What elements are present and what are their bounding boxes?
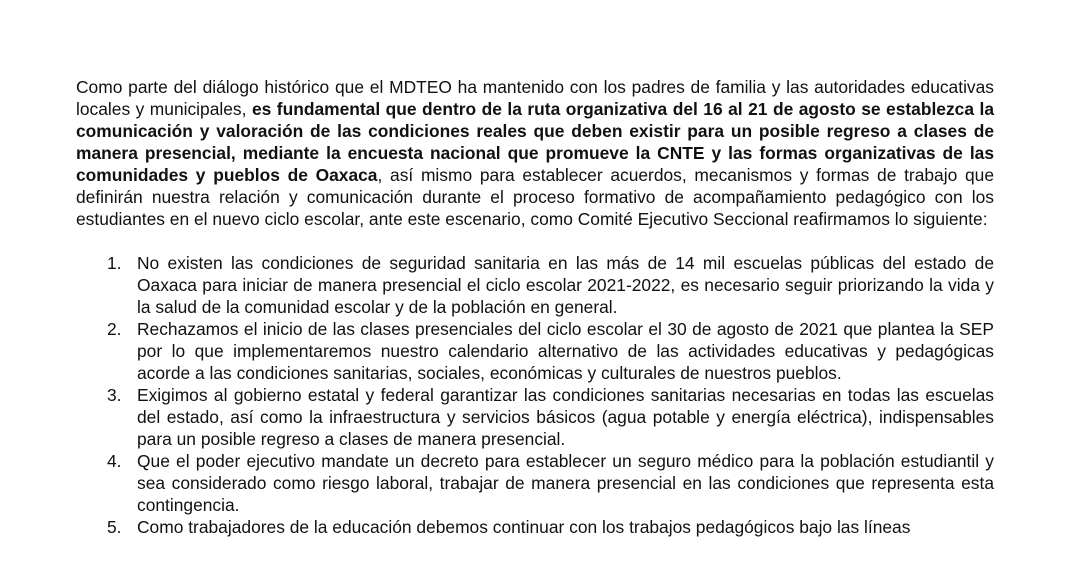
list-item — [76, 318, 994, 384]
list-item — [76, 516, 994, 538]
intro-text-part1: Como parte del diálogo histórico que el MDTEO ha mantenido con los padres de familia y las autoridades educativas locales y municipales, — [76, 77, 994, 119]
points-list — [76, 252, 994, 538]
document-page — [76, 76, 994, 538]
list-item-number: 5. — [107, 517, 122, 537]
list-item-text: Que el poder ejecutivo mandate un decreto para establecer un seguro médico para la población estudiantil y sea considerado como riesgo laboral, trabajar de manera presencial en las condiciones que representa esta contingencia. — [137, 451, 994, 515]
intro-text-part2: , así mismo para establecer acuerdos, mecanismos y formas de trabajo que definirán nuestra relación y comunicación durante el proceso formativo de acompañamiento pedagógico con los estudiantes en el nuevo ciclo escolar, ante este escenario, como Comité Ejecutivo Seccional reafirmamos lo siguiente: — [76, 165, 994, 229]
list-item-number: 1. — [107, 253, 122, 273]
list-item-number: 2. — [107, 319, 122, 339]
list-item-number: 3. — [107, 385, 122, 405]
list-item-text: Como trabajadores de la educación debemos continuar con los trabajos pedagógicos bajo las líneas — [137, 517, 911, 537]
intro-paragraph — [76, 76, 994, 230]
list-item-number: 4. — [107, 451, 122, 471]
intro-text-bold: es fundamental que dentro de la ruta organizativa del 16 al 21 de agosto se establezca la comunicación y valoración de las condiciones reales que deben existir para un posible regreso a clases de manera presencial, mediante la encuesta nacional que promueve la CNTE y las formas organizativas de las comunidades y pueblos de Oaxaca — [76, 99, 994, 185]
list-item — [76, 450, 994, 516]
list-item-text: No existen las condiciones de seguridad sanitaria en las más de 14 mil escuelas públicas del estado de Oaxaca para iniciar de manera presencial el ciclo escolar 2021-2022, es necesario seguir priorizando la vida y la salud de la comunidad escolar y de la población en general. — [137, 253, 994, 317]
list-item-text: Exigimos al gobierno estatal y federal garantizar las condiciones sanitarias necesarias en todas las escuelas del estado, así como la infraestructura y servicios básicos (agua potable y energía eléctrica), indispensables para un posible regreso a clases de manera presencial. — [137, 385, 994, 449]
list-item — [76, 252, 994, 318]
list-item — [76, 384, 994, 450]
list-item-text: Rechazamos el inicio de las clases presenciales del ciclo escolar el 30 de agosto de 2021 que plantea la SEP por lo que implementaremos nuestro calendario alternativo de las actividades educativas y pedagógicas acorde a las condiciones sanitarias, sociales, económicas y culturales de nuestros pueblos. — [137, 319, 994, 383]
